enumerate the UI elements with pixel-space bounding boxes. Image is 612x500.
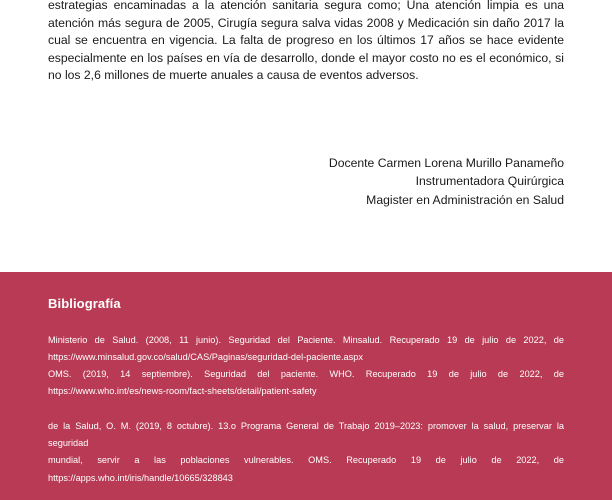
signature-name: Docente Carmen Lorena Murillo Panameño <box>328 156 564 170</box>
body-paragraph: estrategias encaminadas a la atención sanitaria segura como; Una atención limpia es una atención más segura de 2005, Cirugía segura salva vidas 2008 y Medicación sin daño 2017 la cual se encuentra en vigencia. La falta de progreso en los últimos 17 años se hace evidente especialmente en los países en vía de desarrollo, donde el mayor costo no es el económico, si no los 2,6 millones de muerte anuales a causa de eventos adversos. <box>48 0 564 83</box>
signature-block <box>329 154 564 209</box>
reference-item <box>48 366 564 400</box>
reference-text: Ministerio de Salud. (2008, 11 junio). Seguridad del Paciente. Minsalud. Recuperado 19 de julio de 2022, de <box>48 335 564 345</box>
signature-role: Instrumentadora Quirúrgica <box>415 174 564 189</box>
reference-item <box>48 418 564 487</box>
reference-link[interactable]: https://www.minsalud.gov.co/salud/CAS/Paginas/seguridad-del-paciente.aspx <box>48 352 363 363</box>
reference-text: mundial, servir a las poblaciones vulnerables. OMS. Recuperado 19 de julio de 2022, de <box>48 455 564 466</box>
reference-text: de la Salud, O. M. (2019, 8 octubre). 13.o Programa General de Trabajo 2019–2023: promover la salud, preservar la seguridad <box>48 421 564 449</box>
signature-degree: Magister en Administración en Salud <box>366 192 564 207</box>
bibliography-title: Bibliografía <box>48 296 121 311</box>
reference-link[interactable]: https://www.who.int/es/news-room/fact-sheets/detail/patient-safety <box>48 386 317 397</box>
reference-text: OMS. (2019, 14 septiembre). Seguridad del paciente. WHO. Recuperado 19 de julio de 2022, de <box>48 369 564 379</box>
bibliography-section <box>0 272 612 500</box>
reference-item <box>48 332 564 366</box>
reference-link[interactable]: https://apps.who.int/iris/handle/10665/328843 <box>48 472 233 483</box>
